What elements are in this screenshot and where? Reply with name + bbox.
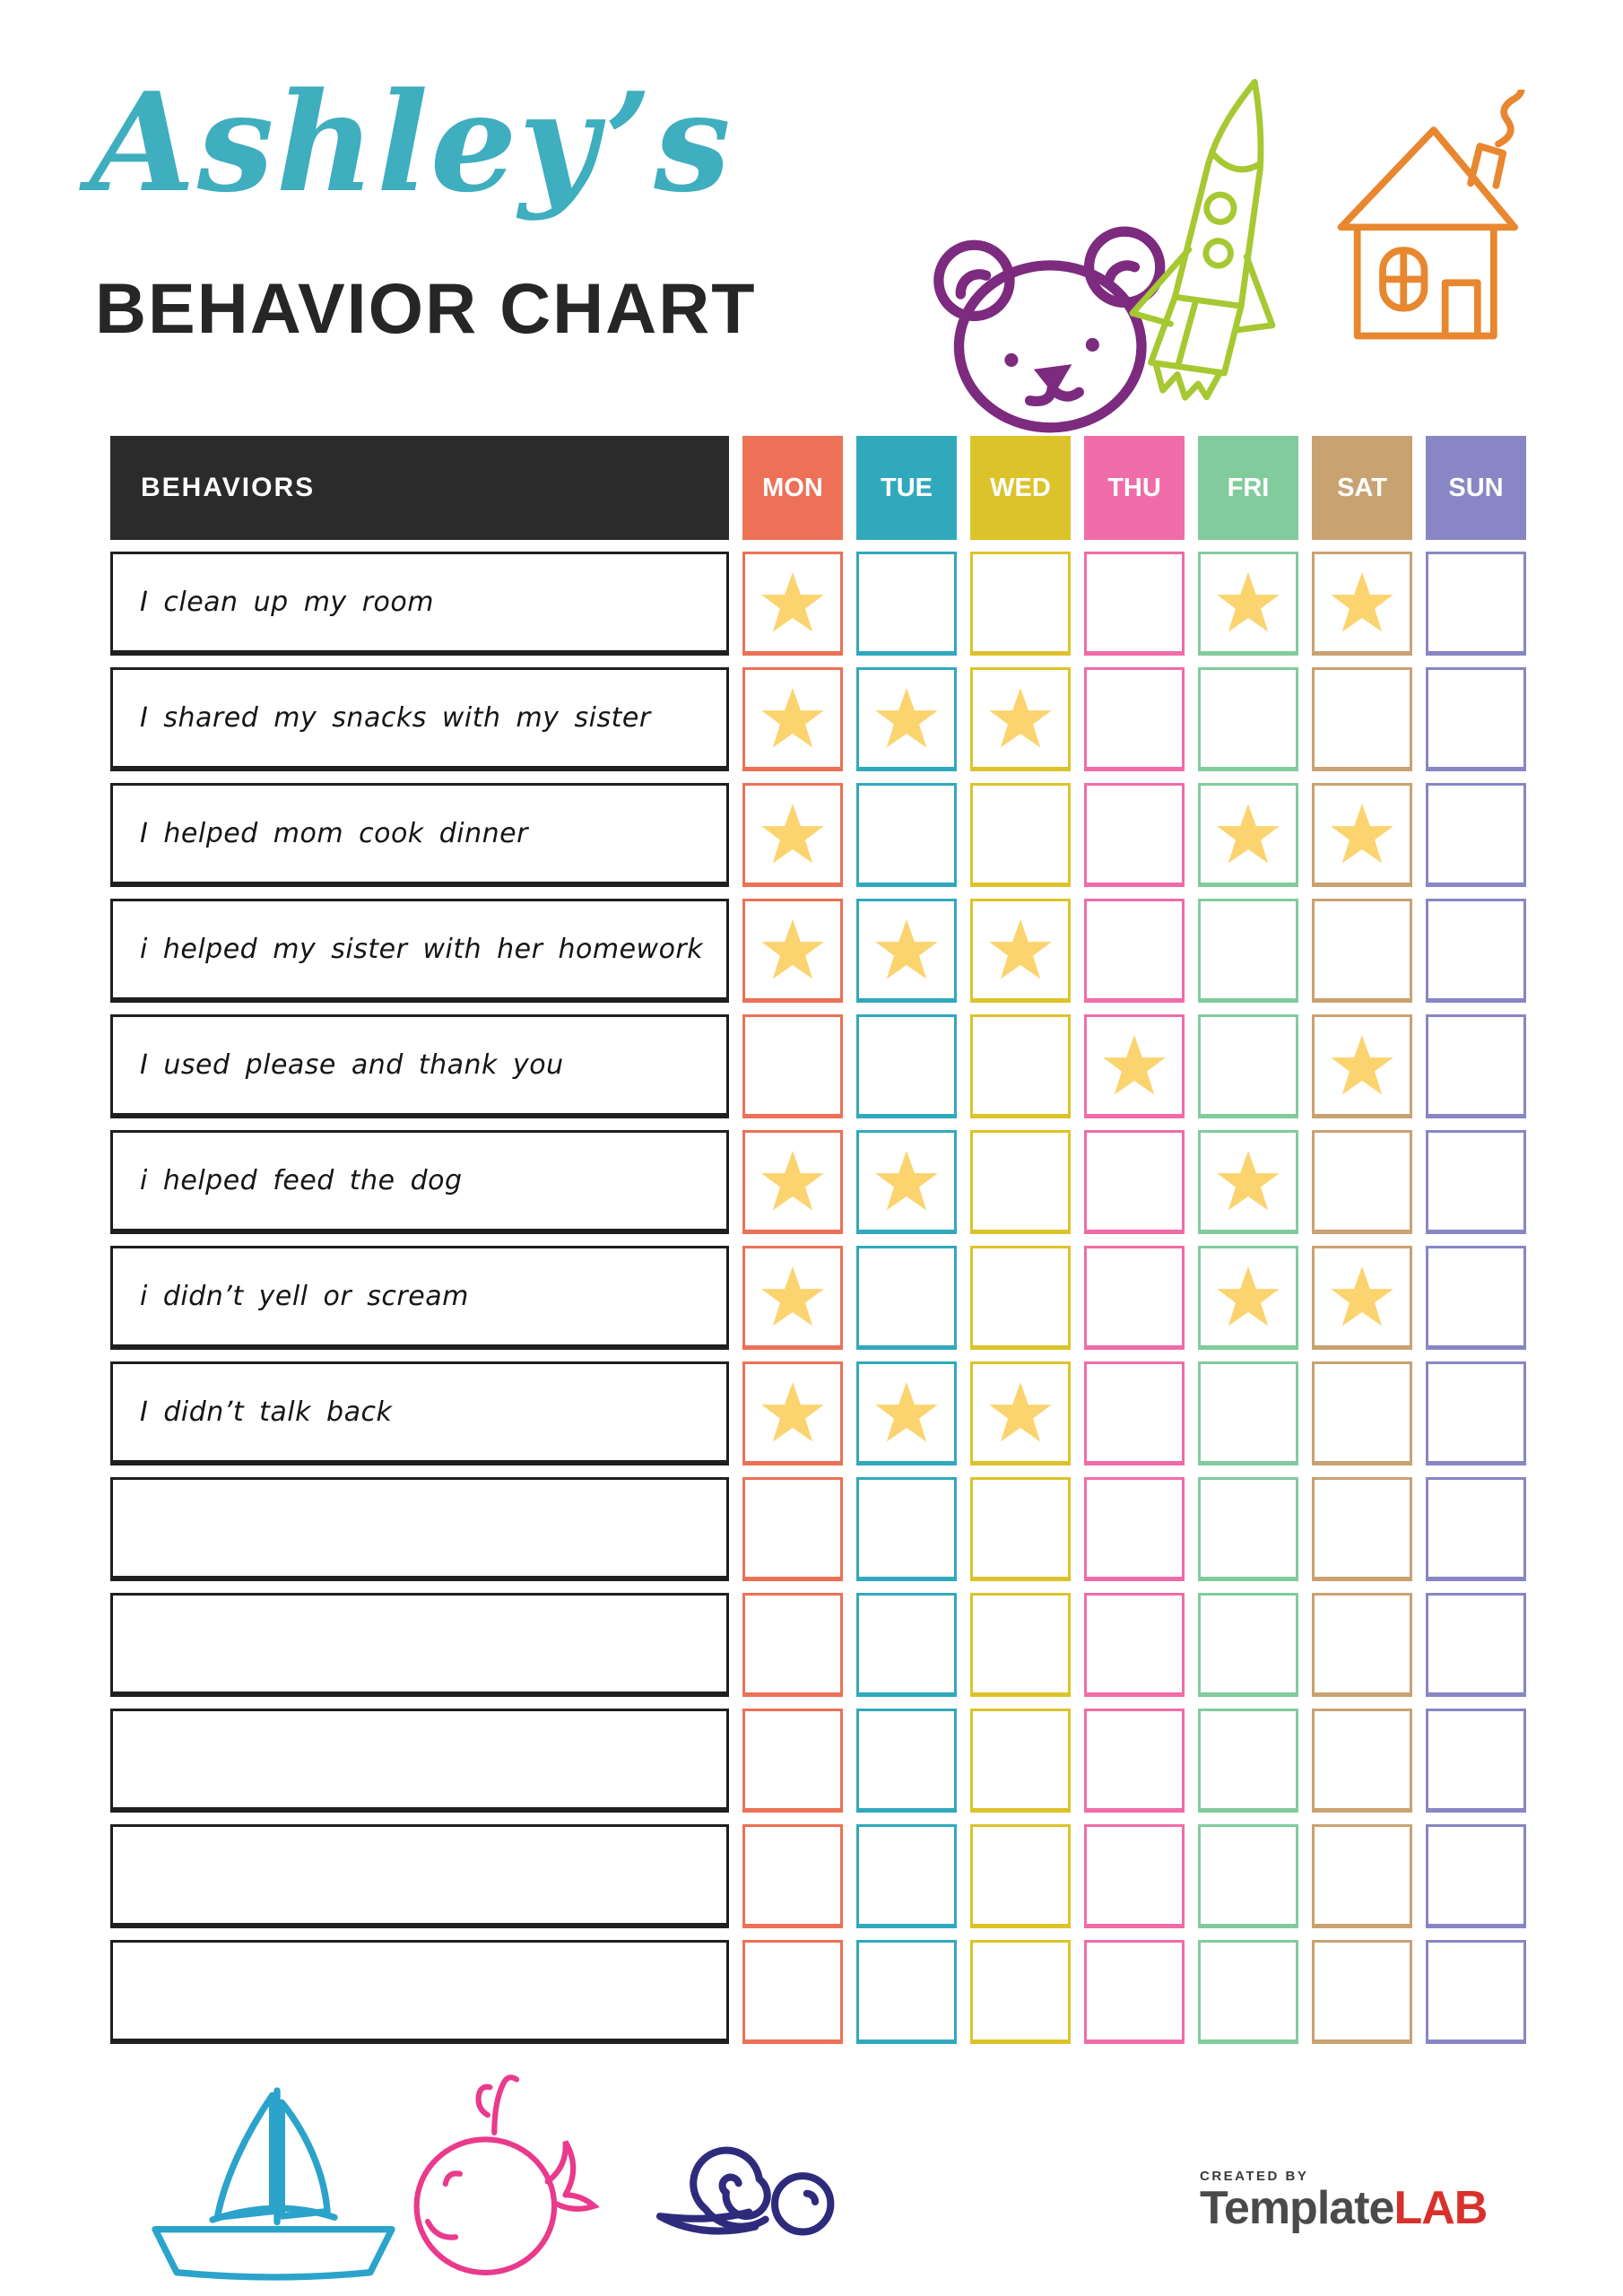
cell-row10-fri[interactable] <box>1198 1593 1298 1697</box>
cell-row2-sun[interactable] <box>1426 667 1526 771</box>
cell-row13-sun[interactable] <box>1426 1940 1526 2044</box>
sailboat-icon <box>135 2076 412 2292</box>
cell-row7-sat[interactable] <box>1312 1246 1412 1350</box>
cell-row3-thu[interactable] <box>1084 783 1185 887</box>
star-icon <box>873 917 940 983</box>
behavior-row-8-label <box>110 1361 729 1465</box>
created-by-label: CREATED BY <box>1200 2169 1309 2184</box>
star-icon <box>1329 570 1395 636</box>
cell-row12-mon[interactable] <box>742 1824 843 1928</box>
cell-row11-thu[interactable] <box>1084 1709 1185 1813</box>
cell-row10-thu[interactable] <box>1084 1593 1185 1697</box>
cell-row7-wed[interactable] <box>970 1246 1071 1350</box>
whale-icon <box>381 2063 614 2292</box>
cell-row2-fri[interactable] <box>1198 667 1298 771</box>
behavior-text: I shared my snacks with my sister <box>140 702 651 734</box>
cell-row3-sat[interactable] <box>1312 783 1412 887</box>
star-icon <box>1215 1148 1281 1214</box>
star-icon <box>1215 570 1281 636</box>
star-icon <box>759 1148 826 1214</box>
cell-row13-mon[interactable] <box>742 1940 843 2044</box>
behavior-row-2-label <box>110 667 729 771</box>
brand-name <box>1200 2184 1487 2233</box>
star-icon <box>987 917 1054 983</box>
cell-row6-wed[interactable] <box>970 1130 1071 1234</box>
cell-row10-sun[interactable] <box>1426 1593 1526 1697</box>
cell-row8-wed[interactable] <box>970 1361 1071 1465</box>
cell-row8-sat[interactable] <box>1312 1361 1412 1465</box>
behavior-text: i didn’t yell or scream <box>140 1281 469 1312</box>
cell-row4-mon[interactable] <box>742 899 843 1003</box>
star-icon <box>873 1379 940 1446</box>
cell-row5-sat[interactable] <box>1312 1014 1412 1118</box>
cell-row9-sun[interactable] <box>1426 1477 1526 1581</box>
cell-row12-sat[interactable] <box>1312 1824 1412 1928</box>
cell-row7-thu[interactable] <box>1084 1246 1185 1350</box>
cell-row3-tue[interactable] <box>856 783 957 887</box>
behavior-text: I used please and thank you <box>140 1049 564 1081</box>
cell-row9-thu[interactable] <box>1084 1477 1185 1581</box>
cell-row13-wed[interactable] <box>970 1940 1071 2044</box>
page-title-main: BEHAVIOR CHART <box>95 268 757 348</box>
cell-row4-sat[interactable] <box>1312 899 1412 1003</box>
cell-row2-thu[interactable] <box>1084 667 1185 771</box>
cell-row12-tue[interactable] <box>856 1824 957 1928</box>
cell-row7-mon[interactable] <box>742 1246 843 1350</box>
star-icon <box>759 917 826 983</box>
cell-row8-thu[interactable] <box>1084 1361 1185 1465</box>
rocket-icon <box>1121 72 1327 417</box>
cell-row13-tue[interactable] <box>856 1940 957 2044</box>
behavior-text: I helped mom cook dinner <box>140 818 528 849</box>
cell-row3-fri[interactable] <box>1198 783 1298 887</box>
cell-row8-fri[interactable] <box>1198 1361 1298 1465</box>
cell-row9-tue[interactable] <box>856 1477 957 1581</box>
cell-row11-fri[interactable] <box>1198 1709 1298 1813</box>
behavior-chart-table <box>110 436 1526 2044</box>
behavior-row-6-label <box>110 1130 729 1234</box>
behavior-text: i helped my sister with her homework <box>140 934 704 965</box>
cell-row5-mon[interactable] <box>742 1014 843 1118</box>
cell-row13-thu[interactable] <box>1084 1940 1185 2044</box>
cell-row9-mon[interactable] <box>742 1477 843 1581</box>
behavior-row-7-label <box>110 1246 729 1350</box>
templatelab-logo <box>1200 2169 1487 2233</box>
cell-row10-wed[interactable] <box>970 1593 1071 1697</box>
cell-row5-fri[interactable] <box>1198 1014 1298 1118</box>
day-header-sun: SUN <box>1426 436 1526 540</box>
cell-row1-mon[interactable] <box>742 552 843 656</box>
behavior-text: I didn’t talk back <box>140 1396 393 1428</box>
cell-row5-sun[interactable] <box>1426 1014 1526 1118</box>
cell-row6-fri[interactable] <box>1198 1130 1298 1234</box>
cell-row2-wed[interactable] <box>970 667 1071 771</box>
cell-row8-mon[interactable] <box>742 1361 843 1465</box>
cell-row12-fri[interactable] <box>1198 1824 1298 1928</box>
cell-row4-wed[interactable] <box>970 899 1071 1003</box>
star-icon <box>1215 801 1281 867</box>
cell-row7-fri[interactable] <box>1198 1246 1298 1350</box>
cell-row6-sun[interactable] <box>1426 1130 1526 1234</box>
behavior-text: i helped feed the dog <box>140 1165 463 1196</box>
cell-row10-tue[interactable] <box>856 1593 957 1697</box>
behavior-row-10-label <box>110 1593 729 1697</box>
cell-row4-fri[interactable] <box>1198 899 1298 1003</box>
star-icon <box>1215 1264 1281 1330</box>
cell-row7-tue[interactable] <box>856 1246 957 1350</box>
cell-row5-thu[interactable] <box>1084 1014 1185 1118</box>
brand-template-text: Template <box>1200 2182 1394 2234</box>
cell-row1-tue[interactable] <box>856 552 957 656</box>
cell-row1-fri[interactable] <box>1198 552 1298 656</box>
cell-row1-sat[interactable] <box>1312 552 1412 656</box>
day-header-mon: MON <box>742 436 843 540</box>
star-icon <box>759 570 826 636</box>
star-icon <box>1101 1032 1167 1099</box>
cell-row3-sun[interactable] <box>1426 783 1526 887</box>
cell-row11-mon[interactable] <box>742 1709 843 1813</box>
day-header-fri: FRI <box>1198 436 1298 540</box>
snail-icon <box>646 2121 856 2256</box>
cell-row2-sat[interactable] <box>1312 667 1412 771</box>
cell-row12-sun[interactable] <box>1426 1824 1526 1928</box>
cell-row4-tue[interactable] <box>856 899 957 1003</box>
cell-row5-tue[interactable] <box>856 1014 957 1118</box>
behavior-row-12-label <box>110 1824 729 1928</box>
cell-row1-wed[interactable] <box>970 552 1071 656</box>
star-icon <box>873 685 940 752</box>
behavior-row-9-label <box>110 1477 729 1581</box>
star-icon <box>1329 1032 1395 1099</box>
cell-row12-thu[interactable] <box>1084 1824 1185 1928</box>
day-header-wed: WED <box>970 436 1071 540</box>
star-icon <box>759 801 826 867</box>
star-icon <box>759 1264 826 1330</box>
cell-row4-thu[interactable] <box>1084 899 1185 1003</box>
cell-row11-tue[interactable] <box>856 1709 957 1813</box>
cell-row5-wed[interactable] <box>970 1014 1071 1118</box>
cell-row11-sun[interactable] <box>1426 1709 1526 1813</box>
cell-row1-thu[interactable] <box>1084 552 1185 656</box>
behavior-row-4-label <box>110 899 729 1003</box>
cell-row11-wed[interactable] <box>970 1709 1071 1813</box>
cell-row6-sat[interactable] <box>1312 1130 1412 1234</box>
cell-row10-mon[interactable] <box>742 1593 843 1697</box>
cell-row6-thu[interactable] <box>1084 1130 1185 1234</box>
cell-row2-tue[interactable] <box>856 667 957 771</box>
behavior-row-3-label <box>110 783 729 887</box>
behavior-text: I clean up my room <box>140 587 434 618</box>
behavior-row-13-label <box>110 1940 729 2044</box>
star-icon <box>759 1379 826 1446</box>
cell-row4-sun[interactable] <box>1426 899 1526 1003</box>
star-icon <box>759 685 826 752</box>
house-icon <box>1323 90 1542 390</box>
behaviors-column-header: BEHAVIORS <box>110 436 729 540</box>
cell-row1-sun[interactable] <box>1426 552 1526 656</box>
day-header-thu: THU <box>1084 436 1185 540</box>
behavior-row-11-label <box>110 1709 729 1813</box>
cell-row6-tue[interactable] <box>856 1130 957 1234</box>
star-icon <box>873 1148 940 1214</box>
cell-row12-wed[interactable] <box>970 1824 1071 1928</box>
cell-row7-sun[interactable] <box>1426 1246 1526 1350</box>
day-header-tue: TUE <box>856 436 957 540</box>
cell-row9-fri[interactable] <box>1198 1477 1298 1581</box>
star-icon <box>1329 1264 1395 1330</box>
brand-lab-text: LAB <box>1393 2182 1488 2234</box>
cell-row9-wed[interactable] <box>970 1477 1071 1581</box>
cell-row13-fri[interactable] <box>1198 1940 1298 2044</box>
cell-row10-sat[interactable] <box>1312 1593 1412 1697</box>
behavior-row-5-label <box>110 1014 729 1118</box>
cell-row6-mon[interactable] <box>742 1130 843 1234</box>
star-icon <box>987 685 1054 752</box>
cell-row8-tue[interactable] <box>856 1361 957 1465</box>
cell-row11-sat[interactable] <box>1312 1709 1412 1813</box>
star-icon <box>1329 801 1395 867</box>
page-title-name: Ashley’s <box>90 62 733 222</box>
cell-row2-mon[interactable] <box>742 667 843 771</box>
cell-row13-sat[interactable] <box>1312 1940 1412 2044</box>
star-icon <box>987 1379 1054 1446</box>
cell-row3-wed[interactable] <box>970 783 1071 887</box>
behavior-row-1-label <box>110 552 729 656</box>
cell-row3-mon[interactable] <box>742 783 843 887</box>
cell-row8-sun[interactable] <box>1426 1361 1526 1465</box>
cell-row9-sat[interactable] <box>1312 1477 1412 1581</box>
day-header-sat: SAT <box>1312 436 1412 540</box>
